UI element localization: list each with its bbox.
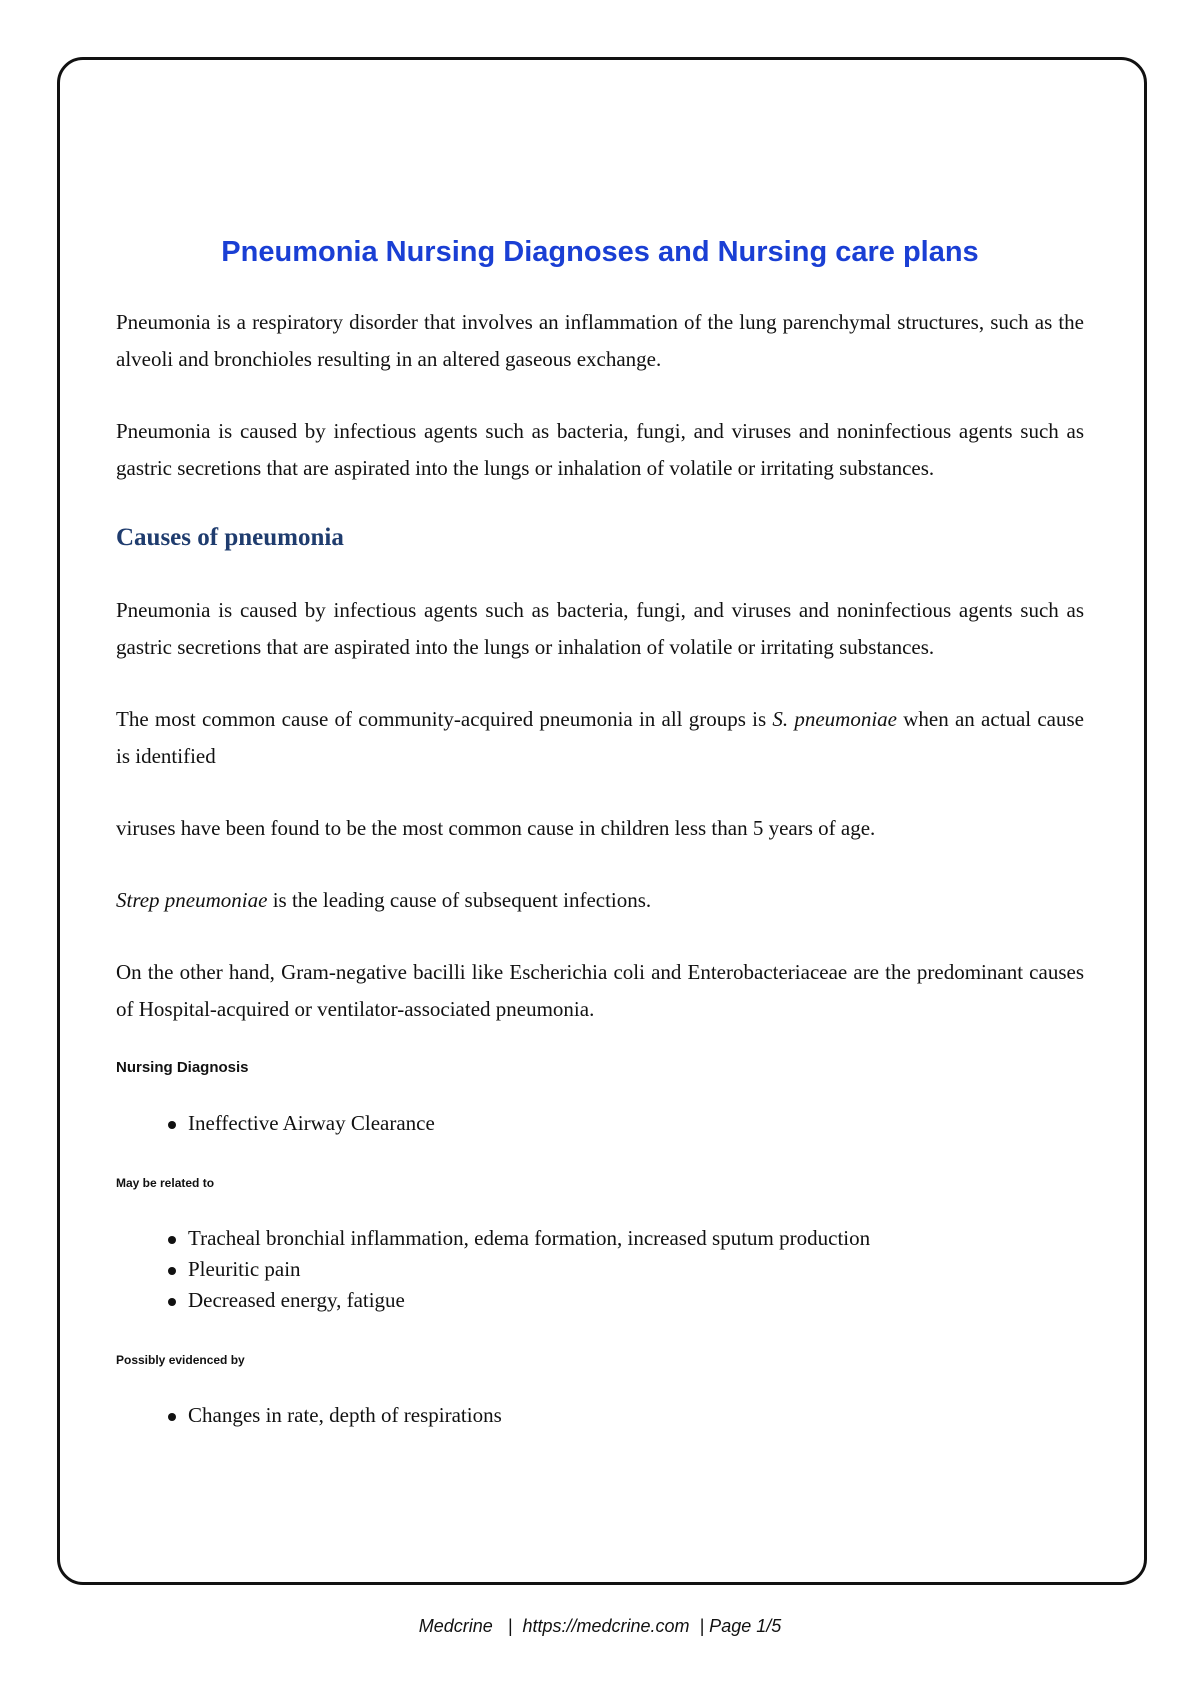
list-item — [168, 1254, 1084, 1285]
evidenced-by-list — [116, 1400, 1084, 1431]
bullet-icon — [168, 1298, 176, 1306]
bullet-icon — [168, 1121, 176, 1129]
organism-name-strep-pneumoniae: Strep pneumoniae — [116, 888, 268, 912]
causes-p4-text-after: is the leading cause of subsequent infections. — [267, 888, 652, 912]
causes-paragraph-5: On the other hand, Gram-negative bacilli like Escherichia coli and Enterobacteriaceae are the predominant causes of Hospital-acquired or ventilator-associated pneumonia. — [116, 960, 1084, 1021]
document-body — [116, 232, 1084, 1465]
causes-p2-text-before: The most common cause of community-acquired pneumonia in all groups is — [116, 707, 773, 731]
intro-paragraph-2: Pneumonia is caused by infectious agents such as bacteria, fungi, and viruses and noninfectious agents such as gastric secretions that are aspirated into the lungs or inhalation of volatile or irritating substances. — [116, 419, 1084, 480]
causes-p2-text-after: when an actual cause is identified — [116, 707, 1084, 768]
causes-paragraph-3: viruses have been found to be the most common cause in children less than 5 years of age. — [116, 816, 876, 840]
list-item — [168, 1108, 1084, 1139]
causes-paragraph-4 — [116, 882, 1084, 919]
intro-paragraph-1: Pneumonia is a respiratory disorder that involves an inflammation of the lung parenchymal structures, such as the alveoli and bronchioles resulting in an altered gaseous exchange. — [116, 310, 1084, 371]
list-item-text: Pleuritic pain — [188, 1257, 301, 1281]
organism-name-s-pneumoniae: S. pneumoniae — [772, 707, 897, 731]
related-to-label: May be related to — [116, 1176, 215, 1190]
nursing-diagnosis-label: Nursing Diagnosis — [116, 1059, 249, 1076]
list-item-text: Ineffective Airway Clearance — [188, 1111, 435, 1135]
causes-paragraph-1: Pneumonia is caused by infectious agents such as bacteria, fungi, and viruses and noninfectious agents such as gastric secretions that are aspirated into the lungs or inhalation of volatile or irritating substances. — [116, 598, 1084, 659]
nursing-diagnosis-list — [116, 1108, 1084, 1139]
evidenced-by-label: Possibly evidenced by — [116, 1353, 245, 1367]
list-item-text: Changes in rate, depth of respirations — [188, 1403, 502, 1427]
list-item-text: Decreased energy, fatigue — [188, 1288, 405, 1312]
causes-heading: Causes of pneumonia — [116, 524, 344, 551]
causes-paragraph-2 — [116, 701, 1084, 775]
document-title: Pneumonia Nursing Diagnoses and Nursing care plans — [221, 236, 979, 268]
page-footer: Medcrine | https://medcrine.com | Page 1/5 — [418, 1616, 782, 1636]
bullet-icon — [168, 1267, 176, 1275]
bullet-icon — [168, 1413, 176, 1421]
list-item-text: Tracheal bronchial inflammation, edema formation, increased sputum production — [188, 1226, 871, 1250]
bullet-icon — [168, 1236, 176, 1244]
related-to-list — [116, 1223, 1084, 1316]
list-item — [168, 1285, 1084, 1316]
list-item — [168, 1400, 1084, 1431]
list-item — [168, 1223, 1084, 1254]
